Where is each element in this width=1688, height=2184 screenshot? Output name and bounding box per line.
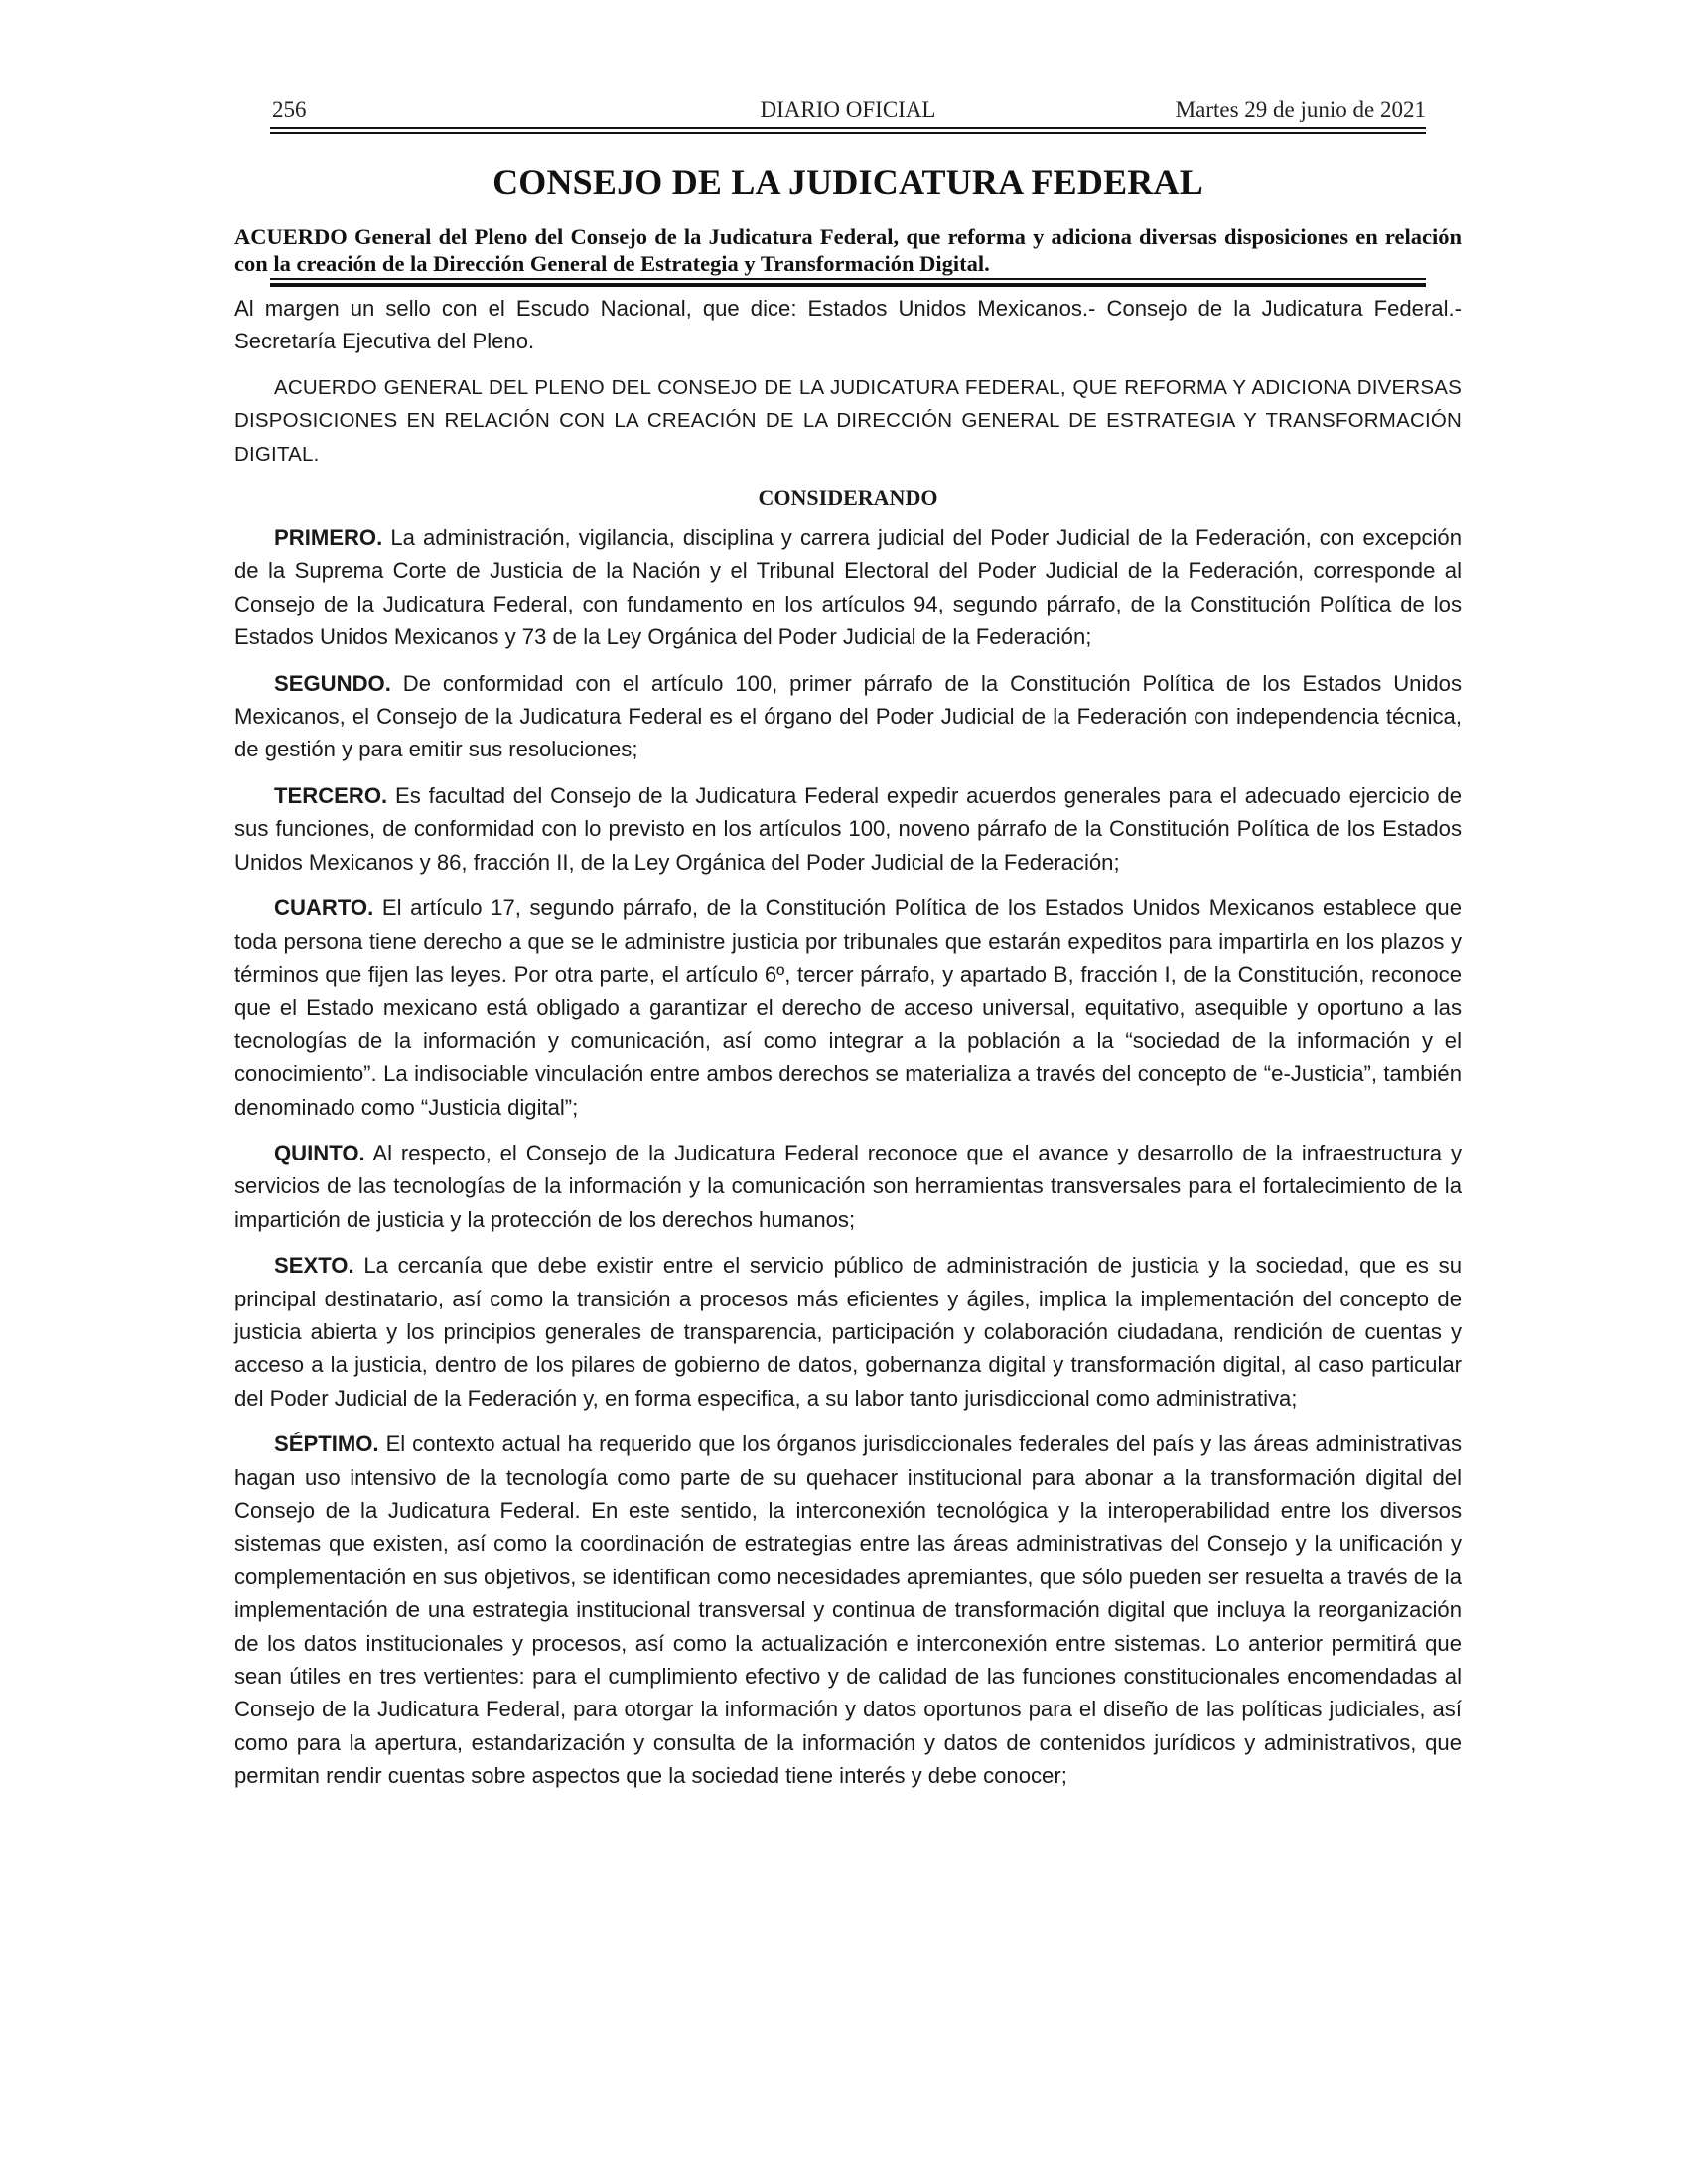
acuerdo-caps-title: ACUERDO GENERAL DEL PLENO DEL CONSEJO DE LA JUDICATURA FEDERAL, QUE REFORMA Y ADICIONA DIVERSAS DISPOSICIONES EN RELACIÓN CON LA CREACIÓN DE LA DIRECCIÓN GENERAL DE ESTRATEGIA Y TRANSFORMACIÓN DIGITAL. bbox=[234, 375, 1462, 466]
considerando-paragraph bbox=[234, 1137, 1462, 1236]
considerando-paragraph bbox=[234, 779, 1462, 879]
page-number: 256 bbox=[272, 97, 307, 122]
heading-rule-thin bbox=[270, 278, 1426, 280]
considerando-paragraph bbox=[234, 1249, 1462, 1415]
paragraph-label: CUARTO. bbox=[274, 895, 374, 921]
considerando-paragraph bbox=[234, 1428, 1462, 1792]
paragraph-text: De conformidad con el artículo 100, primer párrafo de la Constitución Política de los Estados Unidos Mexicanos, el Consejo de la Judicatura Federal es el órgano del Poder Judicial de la Federación con independencia técnica, de gestión y para emitir sus resoluciones; bbox=[234, 670, 1462, 762]
paragraph-label: QUINTO. bbox=[274, 1140, 365, 1165]
margin-note: Al margen un sello con el Escudo Nacional, que dice: Estados Unidos Mexicanos.- Consejo de la Judicatura Federal.- Secretaría Ejecutiva del Pleno. bbox=[234, 296, 1462, 354]
paragraph-text: La administración, vigilancia, disciplina y carrera judicial del Poder Judicial de la Federación, con excepción de la Suprema Corte de Justicia de la Nación y el Tribunal Electoral del Poder Judicial de la Federación, corresponde al Consejo de la Judicatura Federal, con fundamento en los artículos 94, segundo párrafo, de la Constitución Política de los Estados Unidos Mexicanos y 73 de la Ley Orgánica del Poder Judicial de la Federación; bbox=[234, 525, 1463, 650]
considerando-paragraph bbox=[234, 891, 1462, 1124]
header-rule-top bbox=[270, 127, 1426, 129]
publication-name: DIARIO OFICIAL bbox=[760, 97, 936, 122]
page-header bbox=[270, 97, 1426, 129]
paragraph-label: SÉPTIMO. bbox=[274, 1432, 379, 1457]
paragraph-label: PRIMERO. bbox=[274, 525, 383, 551]
paragraph-label: SEGUNDO. bbox=[274, 670, 391, 696]
paragraph-text: Al respecto, el Consejo de la Judicatura Federal reconoce que el avance y desarrollo de la infraestructura y servicios de las tecnologías de la información y la comunicación son herramientas transversales para el fortalecimiento de la impartición de justicia y la protección de los derechos humanos; bbox=[234, 1140, 1462, 1232]
heading-rule-thick bbox=[270, 283, 1426, 287]
paragraph-text: Es facultad del Consejo de la Judicatura Federal expedir acuerdos generales para el adecuado ejercicio de sus funciones, de conformidad con lo previsto en los artículos 100, noveno párrafo de la Constitución Política de los Estados Unidos Mexicanos y 86, fracción II, de la Ley Orgánica del Poder Judicial de la Federación; bbox=[234, 782, 1463, 875]
section-heading: CONSIDERANDO bbox=[758, 485, 938, 511]
paragraph-label: SEXTO. bbox=[274, 1253, 354, 1279]
publication-date: Martes 29 de junio de 2021 bbox=[1175, 97, 1426, 122]
paragraph-text: El artículo 17, segundo párrafo, de la Constitución Política de los Estados Unidos Mexicanos establece que toda persona tiene derecho a que se le administre justicia por tribunales que estarán expeditos para impartirla en los plazos y términos que fijen las leyes. Por otra parte, el artículo 6º, tercer párrafo, y apartado B, fracción I, de la Constitución, reconoce que el Estado mexicano está obligado a garantizar el derecho de acceso universal, equitativo, asequible y oportuno a las tecnologías de la información y comunicación, así como integrar a la población a la “sociedad de la información y el conocimiento”. La indisociable vinculación entre ambos derechos se materializa a través del concepto de “e-Justicia”, también denominado como “Justicia digital”; bbox=[234, 895, 1462, 1120]
document-body bbox=[234, 292, 1462, 1806]
header-rule-bottom bbox=[270, 132, 1426, 134]
paragraph-label: TERCERO. bbox=[274, 782, 388, 808]
considerando-paragraph bbox=[234, 667, 1462, 766]
page-title: CONSEJO DE LA JUDICATURA FEDERAL bbox=[492, 162, 1203, 202]
considerando-paragraph bbox=[234, 521, 1462, 654]
acuerdo-heading: ACUERDO General del Pleno del Consejo de la Judicatura Federal, que reforma y adiciona diversas disposiciones en relación con la creación de la Dirección General de Estrategia y Transformación Digital. bbox=[234, 224, 1462, 276]
paragraph-text: La cercanía que debe existir entre el servicio público de administración de justicia y la sociedad, que es su principal destinatario, así como la transición a procesos más eficientes y ágiles, implica la implementación del concepto de justicia abierta y los principios generales de transparencia, participación y colaboración ciudadana, rendición de cuentas y acceso a la justicia, dentro de los pilares de gobierno de datos, gobernanza digital y transformación digital, al caso particular del Poder Judicial de la Federación y, en forma especifica, a su labor tanto jurisdiccional como administrativa; bbox=[234, 1253, 1463, 1411]
paragraph-text: El contexto actual ha requerido que los órganos jurisdiccionales federales del país y las áreas administrativas hagan uso intensivo de la tecnología como parte de su quehacer institucional para abonar a la transformación digital del Consejo de la Judicatura Federal. En este sentido, la interconexión tecnológica y la interoperabilidad entre los diversos sistemas que existen, así como la coordinación de estrategias entre las áreas administrativas del Consejo y la unificación y complementación en sus objetivos, se identifican como necesidades apremiantes, que sólo pueden ser resuelta a través de la implementación de una estrategia institucional transversal y continua de transformación digital que incluya la reorganización de los datos institucionales y procesos, así como la actualización e interconexión entre sistemas. Lo anterior permitirá que sean útiles en tres vertientes: para el cumplimiento efectivo y de calidad de las funciones constitucionales encomendadas al Consejo de la Judicatura Federal, para otorgar la información y datos oportunos para el diseño de las políticas judiciales, así como para la apertura, estandarización y consulta de la información y datos de contenidos jurídicos y administrativos, que permitan rendir cuentas sobre aspectos que la sociedad tiene interés y debe conocer; bbox=[234, 1432, 1462, 1789]
